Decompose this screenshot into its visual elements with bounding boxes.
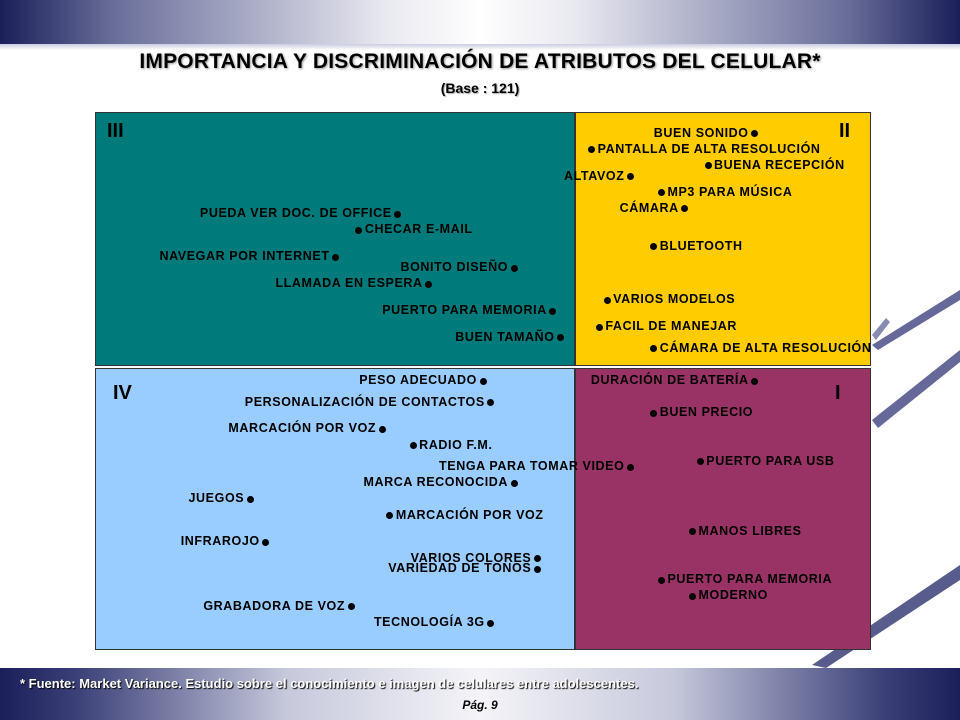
point-label-puerto-para-memoria: PUERTO PARA MEMORIA xyxy=(382,303,547,318)
point-label-checar-e-mail: CHECAR E-MAIL xyxy=(364,222,473,237)
point-label-marca-reconocida: MARCA RECONOCIDA xyxy=(363,475,509,490)
point-marker-bonito-diseno xyxy=(511,265,518,272)
quadrant-label-III: III xyxy=(107,120,124,142)
chart-subtitle: (Base : 121) xyxy=(440,80,520,96)
point-marker-buena-recepcion xyxy=(705,162,712,169)
point-marker-marcacion-por-voz xyxy=(379,426,386,433)
point-marker-buen-precio xyxy=(650,410,657,417)
point-label-puerto-para-usb: PUERTO PARA USB xyxy=(706,453,835,468)
point-label-moderno: MODERNO xyxy=(698,588,768,603)
point-marker-variedad-de-tonos xyxy=(534,566,541,573)
footnote: * Fuente: Market Variance. Estudio sobre el conocimiento e imagen de celulares entre adolescentes. xyxy=(20,676,639,691)
point-marker-moderno xyxy=(689,593,696,600)
point-label-bonito-diseno: BONITO DISEÑO xyxy=(400,260,509,275)
chart-title: IMPORTANCIA Y DISCRIMINACIÓN DE ATRIBUTOS DEL CELULAR* xyxy=(139,50,821,73)
quadrant-label-IV: IV xyxy=(113,382,132,404)
point-label-puerto-para-memoria: PUERTO PARA MEMORIA xyxy=(667,572,833,587)
point-label-marcacion-por-voz: MARCACIÓN POR VOZ xyxy=(228,421,377,436)
point-label-tenga-para-tomar-video: TENGA PARA TOMAR VIDEO xyxy=(439,459,625,474)
point-label-duracion-de-bateria: DURACIÓN DE BATERÍA xyxy=(590,373,749,387)
point-label-grabadora-de-voz: GRABADORA DE VOZ xyxy=(203,598,346,613)
point-marker-tecnologia-3g xyxy=(487,620,494,627)
point-label-manos-libres: MANOS LIBRES xyxy=(698,523,802,538)
point-label-peso-adecuado: PESO ADECUADO xyxy=(359,373,477,387)
point-marker-radio-f-m xyxy=(410,442,417,449)
point-marker-pueda-ver-doc-de-office xyxy=(394,211,401,218)
point-label-navegar-por-internet: NAVEGAR POR INTERNET xyxy=(159,249,330,264)
point-label-altavoz: ALTAVOZ xyxy=(564,168,625,183)
point-marker-navegar-por-internet xyxy=(332,254,339,261)
point-label-radio-f-m: RADIO F.M. xyxy=(419,437,493,452)
point-marker-varios-colores xyxy=(534,555,541,562)
quadrant-label-II: II xyxy=(839,120,851,142)
point-label-camara: CÁMARA xyxy=(619,200,679,215)
point-label-variedad-de-tonos: VARIEDAD DE TONOS xyxy=(388,561,532,576)
point-label-llamada-en-espera: LLAMADA EN ESPERA xyxy=(275,276,423,291)
page-number: Pág. 9 xyxy=(462,698,498,712)
point-label-camara-de-alta-resolucion: CÁMARA DE ALTA RESOLUCIÓN xyxy=(659,340,872,355)
point-label-tecnologia-3g: TECNOLOGÍA 3G xyxy=(373,615,485,630)
point-marker-juegos xyxy=(247,496,254,503)
quadrant-III xyxy=(95,112,575,366)
point-label-infrarojo: INFRAROJO xyxy=(180,534,260,549)
point-label-buen-sonido: BUEN SONIDO xyxy=(653,125,749,140)
point-marker-tenga-para-tomar-video xyxy=(627,464,634,471)
point-marker-facil-de-manejar xyxy=(596,324,603,331)
point-marker-marca-reconocida xyxy=(511,480,518,487)
point-label-varios-colores: VARIOS COLORES xyxy=(410,550,532,565)
point-label-pueda-ver-doc-de-office: PUEDA VER DOC. DE OFFICE xyxy=(199,206,392,221)
point-label-buen-precio: BUEN PRECIO xyxy=(659,405,754,420)
point-label-facil-de-manejar: FACIL DE MANEJAR xyxy=(605,319,737,334)
point-marker-peso-adecuado xyxy=(480,378,487,385)
point-marker-puerto-para-memoria xyxy=(549,308,556,315)
point-marker-varios-modelos xyxy=(604,297,611,304)
point-label-buen-tamano: BUEN TAMAÑO xyxy=(455,329,555,344)
point-marker-puerto-para-memoria xyxy=(658,577,665,584)
point-marker-altavoz xyxy=(627,173,634,180)
point-label-bluetooth: BLUETOOTH xyxy=(659,238,743,253)
point-label-mp3-para-musica: MP3 PARA MÚSICA xyxy=(667,184,793,199)
point-label-marcacion-por-voz: MARCACIÓN POR VOZ xyxy=(395,507,544,522)
point-marker-puerto-para-usb xyxy=(697,458,704,465)
point-label-juegos: JUEGOS xyxy=(188,491,245,506)
quadrant-label-I: I xyxy=(835,382,841,404)
point-label-buena-recepcion: BUENA RECEPCIÓN xyxy=(714,157,845,172)
point-label-varios-modelos: VARIOS MODELOS xyxy=(613,292,736,307)
point-marker-duracion-de-bateria xyxy=(751,378,758,385)
point-label-pantalla-de-alta-resolucion: PANTALLA DE ALTA RESOLUCIÓN xyxy=(597,141,821,156)
point-marker-llamada-en-espera xyxy=(425,281,432,288)
point-label-personalizacion-de-contactos: PERSONALIZACIÓN DE CONTACTOS xyxy=(244,394,485,409)
quadrant-chart xyxy=(95,112,871,650)
